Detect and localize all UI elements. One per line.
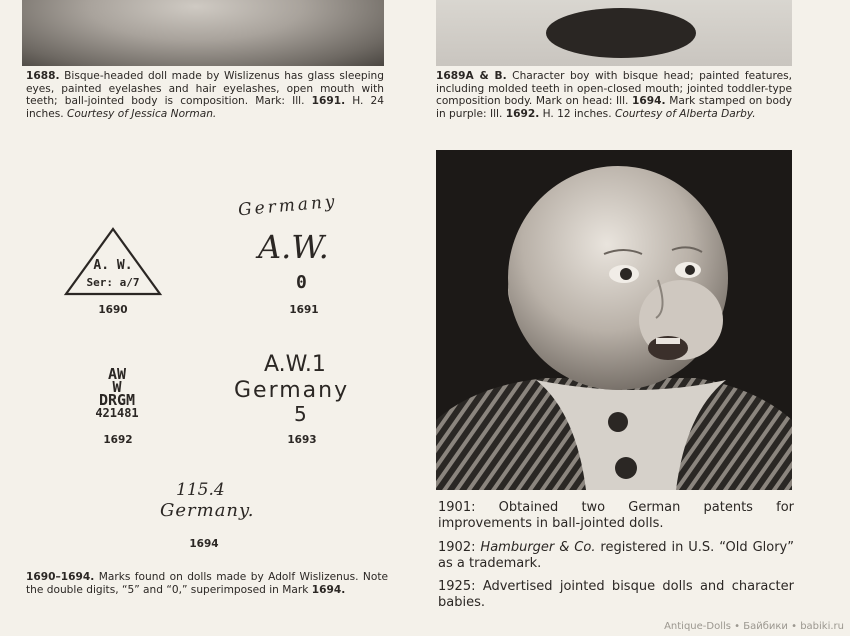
mark-1690-line2: Ser: a/7 bbox=[86, 276, 140, 289]
watermark: Antique-Dolls • Байбики • babiki.ru bbox=[664, 621, 844, 632]
mark-1690-label: 1690 bbox=[98, 304, 128, 316]
mark-1694-line2: Germany. bbox=[160, 500, 255, 521]
mark-1693-line2: Germany bbox=[234, 378, 350, 403]
caption-1690-ref: 1694. bbox=[311, 583, 346, 596]
caption-1688-courtesy: Courtesy of Jessica Norman. bbox=[66, 107, 217, 120]
mark-1694-line1: 115.4 bbox=[176, 480, 225, 500]
timeline-1901-text: Obtained two German patents for improvements in ball-jointed dolls. bbox=[438, 500, 794, 531]
mark-1691-line1: Germany bbox=[237, 191, 339, 221]
mark-1690-line1: A. W. bbox=[93, 258, 133, 273]
caption-1689-text2: Mark stamped on body in purple: Ill. bbox=[436, 95, 792, 120]
doll-1689a-photo bbox=[436, 0, 792, 66]
mark-1693-label: 1693 bbox=[287, 434, 317, 446]
caption-1688-number: 1688. bbox=[26, 70, 60, 82]
doll-stand-base bbox=[546, 8, 696, 58]
mark-1692-line3: DRGM bbox=[98, 391, 136, 409]
caption-1688-text: Bisque-headed doll made by Wislizenus has glass sleeping eyes, painted eyelashes and hair eyelashes, open mouth with teeth; ball-jointed body is composition. Mark: Ill. bbox=[26, 70, 384, 108]
caption-1689-ref1: 1694. bbox=[632, 95, 666, 108]
doll-illustration bbox=[436, 150, 792, 490]
caption-1688-height: H. 24 inches. bbox=[26, 95, 384, 120]
timeline-1902-text: registered in U.S. “Old Glory” as a trademark. bbox=[438, 540, 794, 571]
caption-1690-text: Marks found on dolls made by Adolf Wislizenus. Note the double digits, “5” and “0,” superimposed in Mark bbox=[26, 571, 388, 596]
caption-1688 bbox=[26, 70, 384, 120]
timeline-1901-year: 1901: bbox=[438, 500, 476, 515]
caption-1688-ref: 1691. bbox=[311, 95, 346, 108]
caption-1689-number: 1689A & B. bbox=[436, 70, 507, 82]
timeline-1901 bbox=[438, 500, 794, 532]
timeline-1902-company: Hamburger & Co. bbox=[480, 540, 596, 555]
caption-1689 bbox=[436, 70, 792, 120]
mark-1693-line1: A.W.1 bbox=[264, 352, 326, 377]
caption-1689-text1: Character boy with bisque head; painted features, including molded teeth in open-closed mouth; jointed toddler-type composition body. Mark on head: Ill. bbox=[436, 70, 792, 108]
mark-1692-label: 1692 bbox=[103, 434, 133, 446]
mark-1692-line4: 421481 bbox=[95, 406, 139, 420]
caption-1689-height: H. 12 inches. bbox=[542, 107, 612, 120]
timeline-1925-text: Advertised jointed bisque dolls and character babies. bbox=[438, 579, 794, 610]
caption-1689-ref2: 1692. bbox=[505, 107, 540, 120]
mark-1692-line1: AW bbox=[107, 365, 127, 383]
mark-1693-line3: 5 bbox=[294, 402, 307, 426]
doll-1688-photo bbox=[22, 0, 384, 66]
mark-1692-line2: W bbox=[112, 378, 122, 396]
caption-1690-number: 1690–1694. bbox=[26, 571, 95, 583]
caption-1689-courtesy: Courtesy of Alberta Darby. bbox=[614, 107, 756, 120]
mark-1694-label: 1694 bbox=[189, 538, 219, 550]
mark-1691-line2: A.W. bbox=[258, 228, 329, 266]
mark-1692-stamp bbox=[82, 365, 152, 420]
timeline-1902 bbox=[438, 540, 794, 572]
caption-1690-1694 bbox=[26, 571, 388, 596]
timeline-1925 bbox=[438, 579, 794, 611]
mark-1691-line3: 0 bbox=[296, 272, 307, 293]
mark-1691-label: 1691 bbox=[289, 304, 319, 316]
timeline-1925-year: 1925: bbox=[438, 579, 476, 594]
doll-1689b-photo bbox=[436, 150, 792, 490]
timeline-1902-year: 1902: bbox=[438, 540, 476, 555]
